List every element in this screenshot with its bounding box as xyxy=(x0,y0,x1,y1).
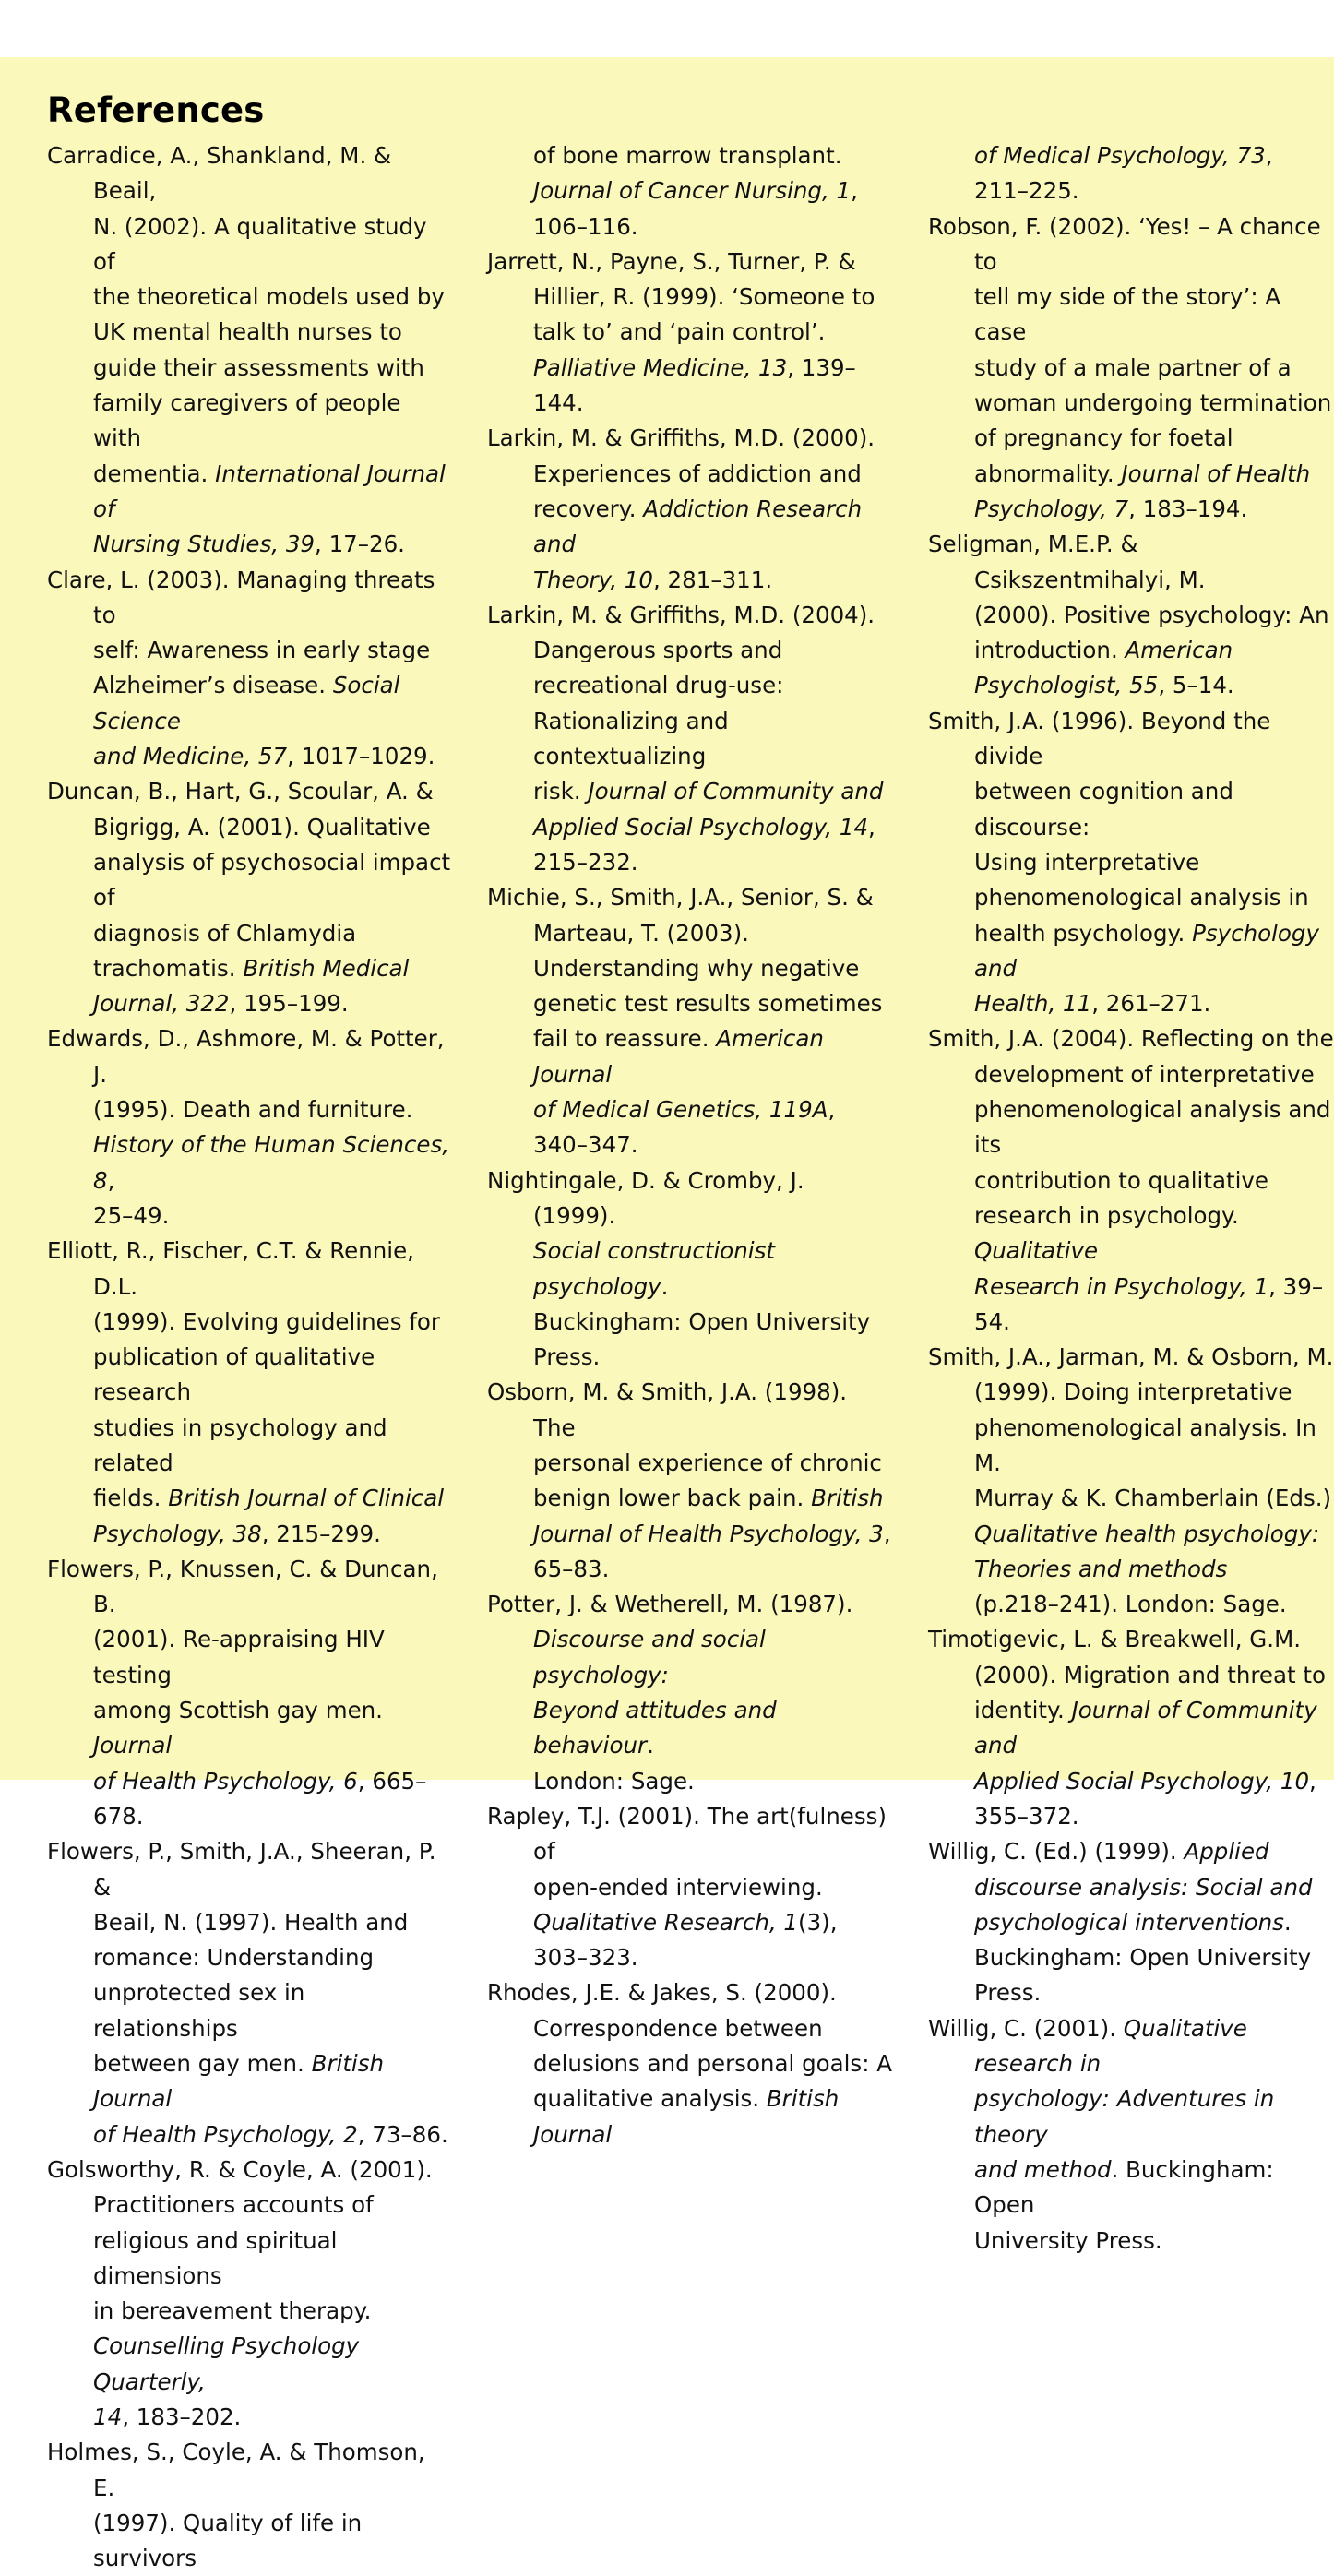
reference-text: Willig, C. (Ed.) (1999). xyxy=(928,1838,1185,1866)
reference-entry xyxy=(928,2011,1334,2259)
reference-text: Smith, J.A. (1996). Beyond the divide between cognition and discourse: Using interpretative phenomenological analysis in health psychology. xyxy=(928,707,1309,947)
references-column-2 xyxy=(487,138,893,2153)
reference-text: Duncan, B., Hart, G., Scoular, A. & Bigrigg, A. (2001). Qualitative analysis of psychosocial impact of diagnosis of Chlamydia trachomatis. xyxy=(47,778,451,982)
reference-source-title: American Psychologist, 55 xyxy=(974,637,1233,699)
reference-text: Larkin, M. & Griffiths, M.D. (2000). Experiences of addiction and recovery. xyxy=(487,424,875,522)
reference-text: Jarrett, N., Payne, S., Turner, P. & Hillier, R. (1999). ‘Someone to talk to’ and ‘pain control’. xyxy=(487,247,875,346)
reference-entry xyxy=(47,2153,453,2435)
reference-source-title: Applied discourse analysis: Social and psychological interventions xyxy=(974,1838,1313,1936)
reference-entry xyxy=(47,1552,453,1834)
reference-text: , 340–347. xyxy=(533,1096,836,1159)
reference-entry xyxy=(928,1340,1334,1622)
reference-text: Seligman, M.E.P. & Csikszentmihalyi, M. (2000). Positive psychology: An introduction. xyxy=(928,531,1329,664)
reference-entry xyxy=(487,244,893,421)
reference-text: . Buckingham: Open University Press. xyxy=(974,1908,1312,2007)
reference-text: , 65–83. xyxy=(533,1520,891,1582)
reference-entry xyxy=(928,1834,1334,2010)
reference-source-title: Qualitative health psychology: Theories and methods xyxy=(974,1520,1320,1582)
reference-source-title: Psychology and Health, 11 xyxy=(974,919,1319,1018)
reference-source-title: Journal of Cancer Nursing, 1 xyxy=(533,177,852,205)
reference-text: Larkin, M. & Griffiths, M.D. (2004). Dangerous sports and recreational drug-use: Rationalizing and contextualizing risk. xyxy=(487,601,875,805)
reference-text: , 73–86. xyxy=(357,2120,448,2148)
reference-source-title: Addiction Research and Theory, 10 xyxy=(533,495,863,593)
reference-entry xyxy=(487,598,893,880)
reference-text: Robson, F. (2002). ‘Yes! – A chance to tell my side of the story’: A case study of a male partner of a woman undergoing termination of pregnancy for foetal abnormality. xyxy=(928,212,1332,487)
reference-entry xyxy=(487,1163,893,1376)
reference-text: (3), 303–323. xyxy=(533,1908,838,1972)
reference-source-title: Qualitative Research in Psychology, 1 xyxy=(974,1237,1269,1300)
reference-source-title: History of the Human Sciences, 8 xyxy=(93,1131,450,1194)
reference-text: , 139–144. xyxy=(533,353,856,417)
reference-text: Flowers, P., Knussen, C. & Duncan, B. (2001). Re-appraising HIV testing among Scottish gay men. xyxy=(47,1555,438,1724)
reference-text: , 17–26. xyxy=(315,531,405,558)
reference-entry xyxy=(928,1021,1334,1340)
references-page xyxy=(0,57,1334,2572)
reference-source-title: Journal of Community and Applied Social Psychology, 14 xyxy=(533,778,884,841)
reference-text: Flowers, P., Smith, J.A., Sheeran, P. & Beail, N. (1997). Health and romance: Understanding unprotected sex in relationships between gay men. xyxy=(47,1838,436,2078)
reference-entry xyxy=(47,1834,453,2153)
reference-text: , 39–54. xyxy=(974,1272,1324,1335)
reference-text: Rhodes, J.E. & Jakes, S. (2000). Correspondence between delusions and personal goals: A qualitative analysis. xyxy=(487,1979,892,2113)
reference-source-title: Journal of Health Psychology, 6 xyxy=(93,1732,358,1795)
reference-source-title: British Journal xyxy=(533,2085,840,2148)
reference-source-title: Qualitative Research, 1 xyxy=(533,1908,799,1936)
reference-source-title: International Journal of Nursing Studies, 39 xyxy=(93,459,446,558)
reference-text: , 195–199. xyxy=(229,990,349,1018)
reference-entry xyxy=(928,1622,1334,1834)
reference-source-title: British Journal of Clinical Psychology, 38 xyxy=(93,1485,445,1547)
reference-text: , 106–116. xyxy=(533,177,858,240)
reference-text: Edwards, D., Ashmore, M. & Potter, J. (1995). Death and furniture. xyxy=(47,1025,445,1124)
reference-text: Osborn, M. & Smith, J.A. (1998). The personal experience of chronic benign lower back pain. xyxy=(487,1378,882,1512)
reference-source-title: Palliative Medicine, 13 xyxy=(533,353,788,381)
reference-source-title: Journal of Community and Applied Social Psychology, 10 xyxy=(974,1697,1317,1795)
reference-entry xyxy=(928,527,1334,703)
reference-text: , 261–271. xyxy=(1091,990,1211,1018)
reference-text: , 183–194. xyxy=(1128,495,1248,522)
reference-entry xyxy=(47,1234,453,1552)
reference-text: , 183–202. xyxy=(122,2403,242,2430)
reference-text: . London: Sage. xyxy=(533,1732,695,1795)
reference-text: (p.218–241). London: Sage. xyxy=(974,1591,1287,1618)
reference-source-title: Social Science and Medicine, 57 xyxy=(93,672,400,770)
reference-text: , 25–49. xyxy=(93,1166,170,1229)
reference-entry xyxy=(487,138,893,244)
reference-source-title: Counselling Psychology Quarterly, 14 xyxy=(93,2332,360,2430)
reference-text: Michie, S., Smith, J.A., Senior, S. & Marteau, T. (2003). Understanding why negative genetic test results sometimes fail to reassure. xyxy=(487,884,883,1053)
reference-text: Elliott, R., Fischer, C.T. & Rennie, D.L. (1999). Evolving guidelines for publication of qualitative research studies in psychology and related fields. xyxy=(47,1237,440,1512)
reference-entry xyxy=(487,1375,893,1587)
reference-source-title: of Medical Psychology, 73 xyxy=(974,142,1266,169)
references-column-1 xyxy=(47,138,453,2576)
reference-source-title: American Journal of Medical Genetics, 119A xyxy=(533,1025,828,1124)
reference-text: . Buckingham: Open University Press. xyxy=(974,2155,1274,2254)
reference-text: . Buckingham: Open University Press. xyxy=(533,1272,871,1371)
reference-text: Smith, J.A., Jarman, M. & Osborn, M. (1999). Doing interpretative phenomenological analysis. In M. Murray & K. Chamberlain (Eds.) xyxy=(928,1343,1334,1512)
reference-entry xyxy=(47,2435,453,2576)
reference-text: , 281–311. xyxy=(652,566,773,593)
reference-text: , 5–14. xyxy=(1158,672,1234,699)
references-column-3 xyxy=(928,138,1334,2259)
references-heading: References xyxy=(47,90,265,130)
reference-entry xyxy=(487,1975,893,2152)
reference-source-title: British Medical Journal, 322 xyxy=(93,954,410,1018)
reference-text: Smith, J.A. (2004). Reflecting on the development of interpretative phenomenological analysis and its contribution to qualitative research in psychology. xyxy=(928,1025,1334,1229)
reference-entry xyxy=(47,563,453,775)
reference-text: Carradice, A., Shankland, M. & Beail, N. (2002). A qualitative study of the theoretical models used by UK mental health nurses to guide their assessments with family caregivers of people with dementia. xyxy=(47,142,445,487)
reference-text: Potter, J. & Wetherell, M. (1987). xyxy=(487,1591,853,1618)
reference-entry xyxy=(928,138,1334,209)
reference-text: , 1017–1029. xyxy=(287,743,435,770)
reference-entry xyxy=(928,209,1334,528)
reference-entry xyxy=(47,138,453,563)
reference-text: Golsworthy, R. & Coyle, A. (2001). Practitioners accounts of religious and spiritual dimensions in bereavement therapy. xyxy=(47,2155,433,2325)
reference-source-title: Discourse and social psychology: Beyond attitudes and behaviour xyxy=(533,1626,777,1759)
reference-text: Rapley, T.J. (2001). The art(fulness) of open-ended interviewing. xyxy=(487,1802,887,1901)
reference-text: Timotigevic, L. & Breakwell, G.M. (2000). Migration and threat to identity. xyxy=(928,1626,1326,1724)
reference-entry xyxy=(47,774,453,1021)
reference-entry xyxy=(928,704,1334,1022)
reference-text: , 665–678. xyxy=(93,1767,427,1830)
reference-entry xyxy=(487,1587,893,1799)
reference-text: Nightingale, D. & Cromby, J. (1999). xyxy=(487,1166,804,1229)
reference-text: , 215–232. xyxy=(533,813,875,876)
reference-text: , 215–299. xyxy=(261,1520,381,1547)
reference-entry xyxy=(487,421,893,597)
reference-text: Holmes, S., Coyle, A. & Thomson, E. (1997). Quality of life in survivors xyxy=(47,2439,425,2572)
reference-text: , 211–225. xyxy=(974,142,1273,205)
reference-entry xyxy=(487,880,893,1163)
reference-text: , 355–372. xyxy=(974,1767,1316,1830)
reference-source-title: British Journal of Health Psychology, 3 xyxy=(533,1485,884,1547)
reference-source-title: Social constructionist psychology xyxy=(533,1237,775,1300)
reference-source-title: Journal of Health Psychology, 7 xyxy=(974,459,1311,522)
reference-source-title: British Journal of Health Psychology, 2 xyxy=(93,2050,385,2148)
reference-entry xyxy=(47,1021,453,1234)
reference-text: Willig, C. (2001). xyxy=(928,2014,1124,2042)
reference-source-title: Qualitative research in psychology: Adventures in theory and method xyxy=(974,2014,1275,2183)
reference-text: Clare, L. (2003). Managing threats to self: Awareness in early stage Alzheimer’s disease. xyxy=(47,566,435,699)
reference-text: of bone marrow transplant. xyxy=(533,142,842,169)
reference-entry xyxy=(487,1799,893,1975)
